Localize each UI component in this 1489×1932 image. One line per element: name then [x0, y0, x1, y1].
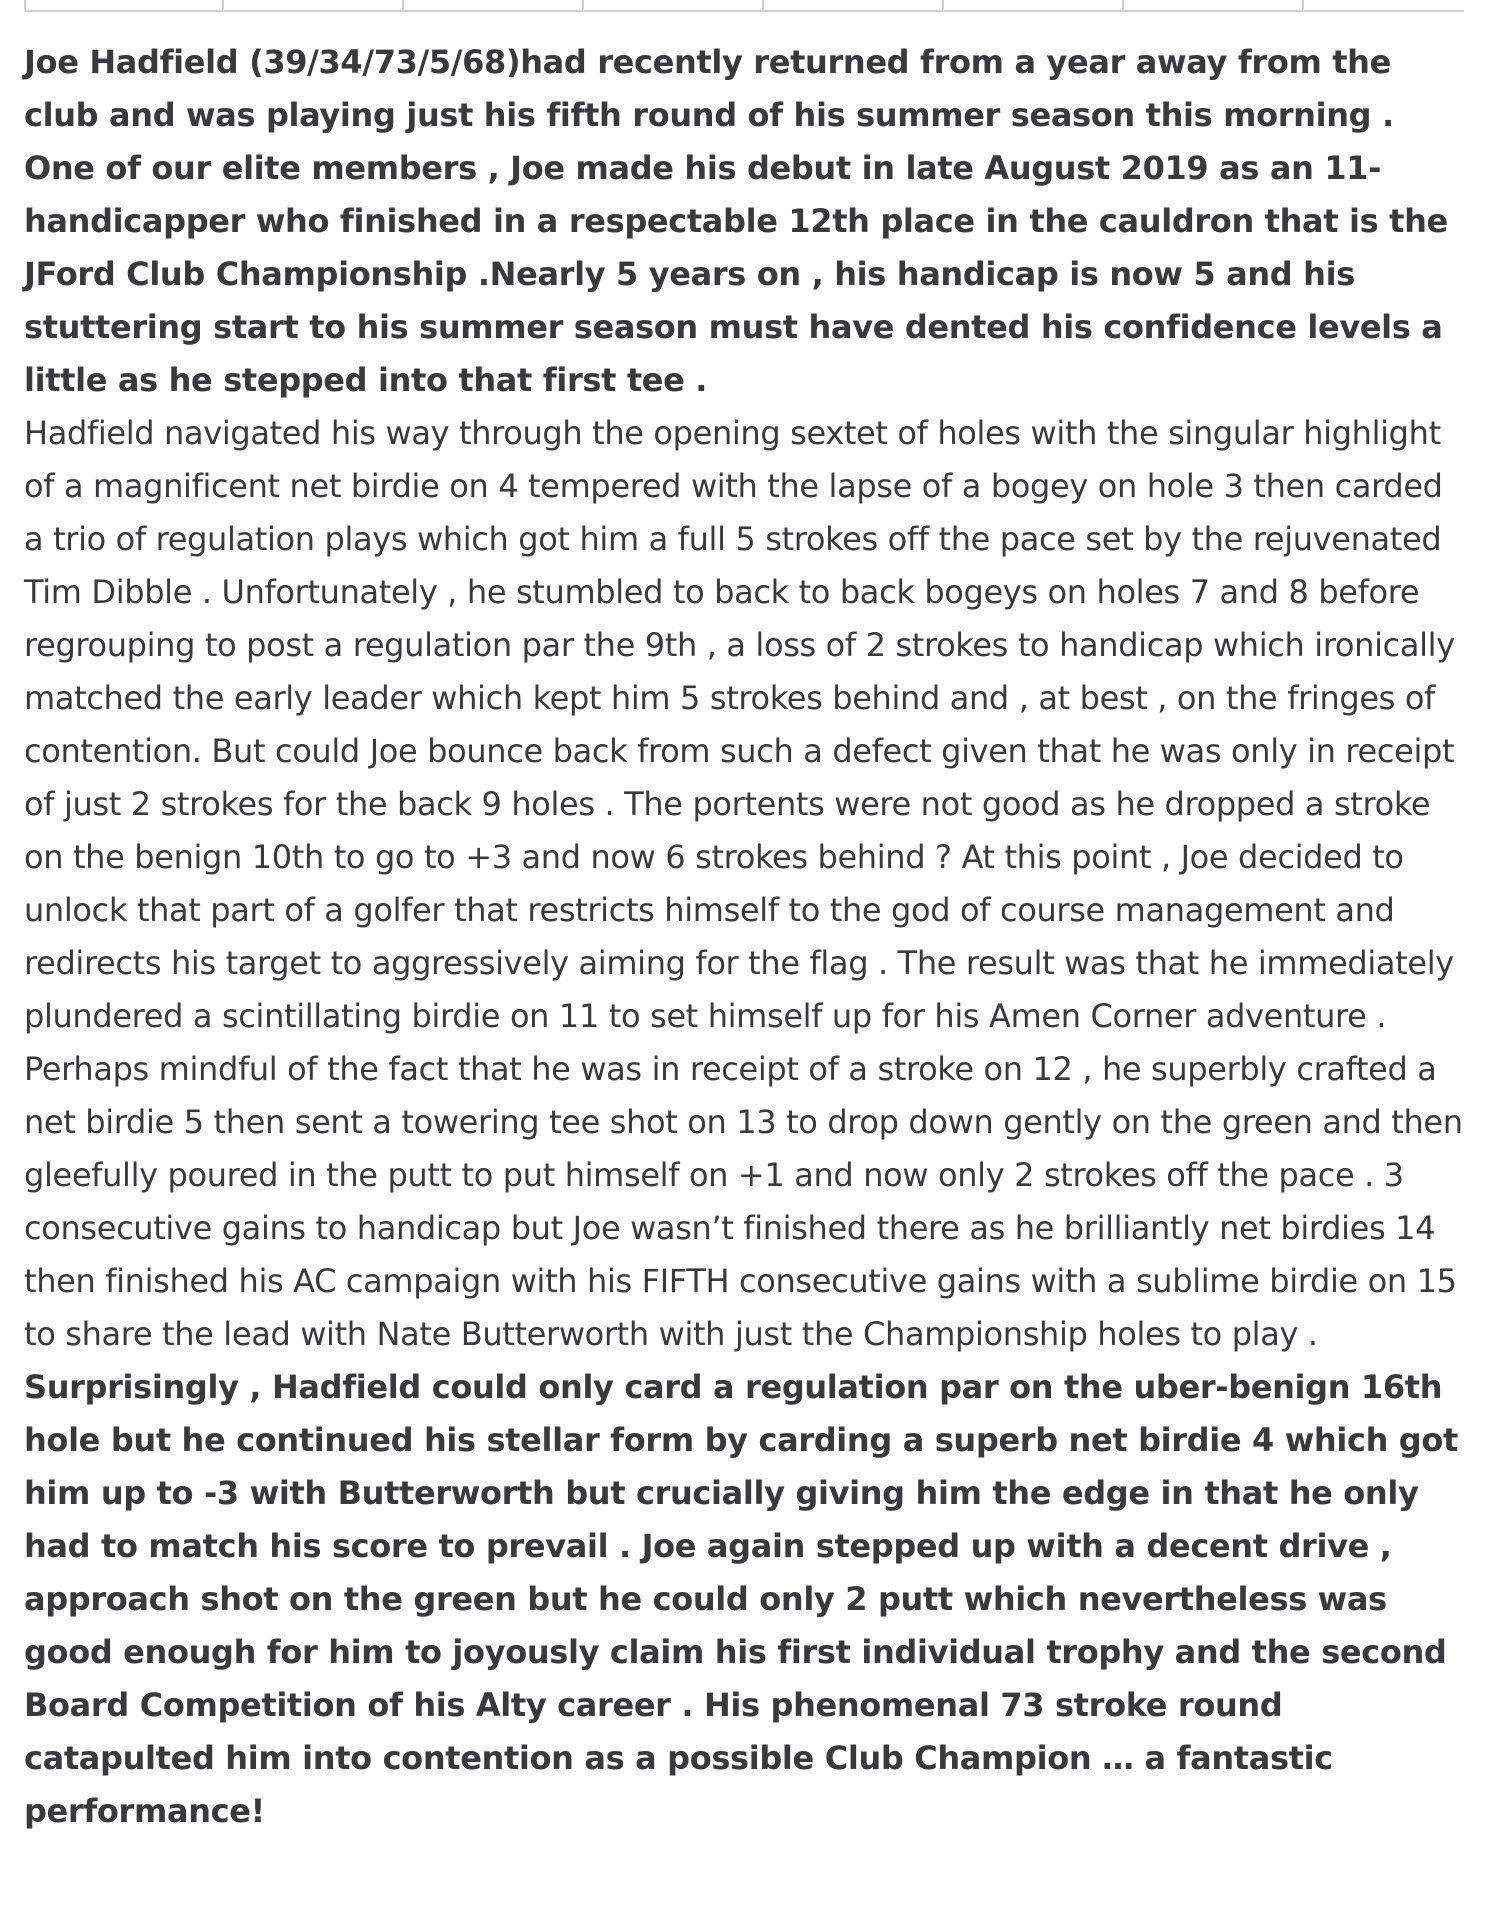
report-paragraph-intro: Joe Hadfield (39/34/73/5/68)had recently returned from a year away from the club and was playing just his fifth round of his summer season this morning . One of our elite members , Joe made his debut in late August 2019 as an 11-handicapper who finished in a respectable 12th place in the cauldron that is the JFord Club Championship .Nearly 5 years on , his handicap is now 5 and his stuttering start to his summer season must have dented his confidence levels a little as he stepped into that first tee .: [24, 43, 1448, 399]
table-cell-divider: [942, 0, 944, 12]
table-cell-divider: [402, 0, 404, 12]
table-cell-divider: [762, 0, 764, 12]
table-bottom-edge: [24, 0, 1464, 12]
table-cell-divider: [582, 0, 584, 12]
report-paragraph-finish: Surprisingly , Hadfield could only card a regulation par on the uber-benign 16th hole but he continued his stellar form by carding a superb net birdie 4 which got him up to -3 with Butterworth but crucially giving him the edge in that he only had to match his score to prevail . Joe again stepped up with a decent drive , approach shot on the green but he could only 2 putt which nevertheless was good enough for him to joyously claim his first individual trophy and the second Board Competition of his Alty career . His phenomenal 73 stroke round catapulted him into contention as a possible Club Champion … a fantastic performance!: [24, 1368, 1458, 1830]
report-paragraph-round-summary: Hadfield navigated his way through the opening sextet of holes with the singular highlight of a magnificent net birdie on 4 tempered with the lapse of a bogey on hole 3 then carded a trio of regulation plays which got him a full 5 strokes off the pace set by the rejuvenated Tim Dibble . Unfortunately , he stumbled to back to back bogeys on holes 7 and 8 before regrouping to post a regulation par the 9th , a loss of 2 strokes to handicap which ironically matched the early leader which kept him 5 strokes behind and , at best , on the fringes of contention. But could Joe bounce back from such a defect given that he was only in receipt of just 2 strokes for the back 9 holes . The portents were not good as he dropped a stroke on the benign 10th to go to +3 and now 6 strokes behind ? At this point , Joe decided to unlock that part of a golfer that restricts himself to the god of course management and redirects his target to aggressively aiming for the flag . The result was that he immediately plundered a scintillating birdie on 11 to set himself up for his Amen Corner adventure . Perhaps mindful of the fact that he was in receipt of a stroke on 12 , he superbly crafted a net birdie 5 then sent a towering tee shot on 13 to drop down gently on the green and then gleefully poured in the putt to put himself on +1 and now only 2 strokes off the pace . 3 consecutive gains to handicap but Joe wasn’t finished there as he brilliantly net birdies 14 then finished his AC campaign with his FIFTH consecutive gains with a sublime birdie on 15 to share the lead with Nate Butterworth with just the Championship holes to play .: [24, 414, 1463, 1353]
match-report: [24, 36, 1469, 1838]
table-cell-divider: [222, 0, 224, 12]
table-cell-divider: [1122, 0, 1124, 12]
table-cell-divider: [1302, 0, 1304, 12]
